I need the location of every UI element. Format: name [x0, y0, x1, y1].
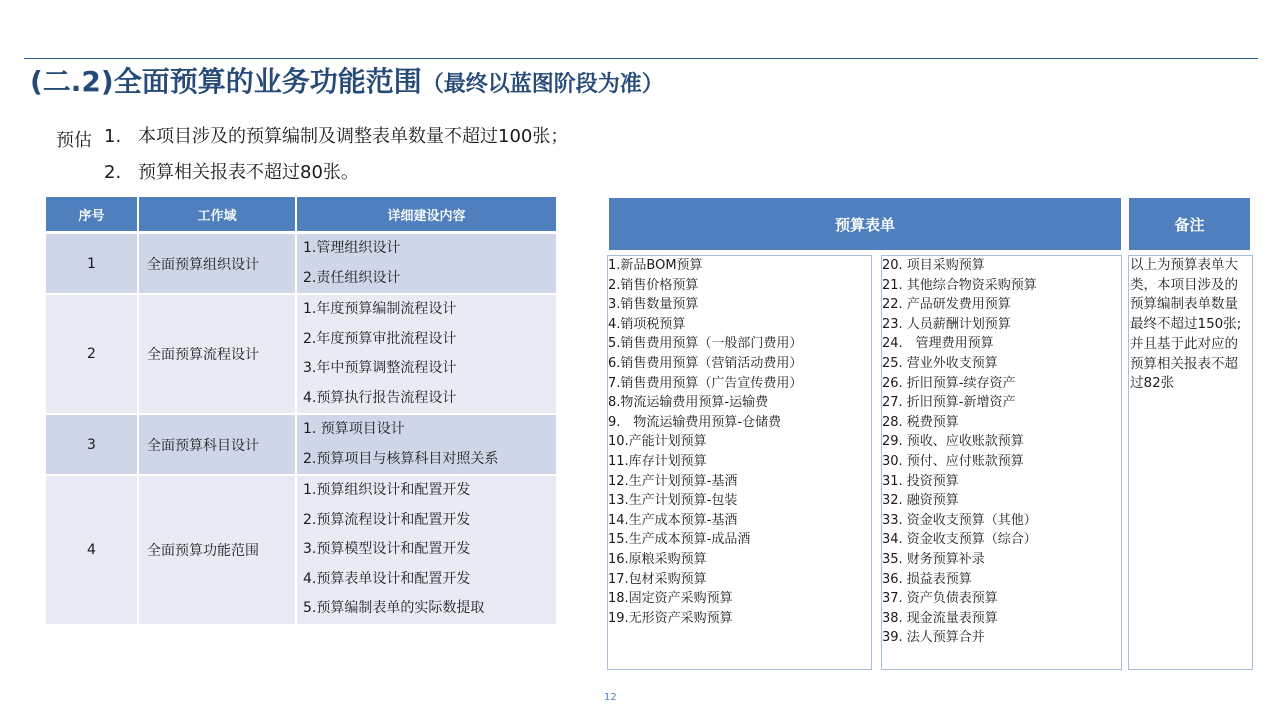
budget-form-item: 19.无形资产采购预算 [608, 610, 733, 626]
budget-form-item: 5.销售费用预算（一般部门费用） [608, 336, 803, 352]
table-header-row [46, 197, 556, 233]
detail-item: 2.预算项目与核算科目对照关系 [303, 450, 499, 467]
budget-form-item: 7.销售费用预算（广告宣传费用） [608, 375, 803, 391]
budget-form-item: 1.新品BOM预算 [608, 258, 703, 273]
scope-table [46, 197, 556, 626]
remarks-box [1128, 255, 1253, 670]
budget-form-item: 9. 物流运输费用预算-仓储费 [608, 414, 782, 430]
budget-form-item: 10.产能计划预算 [608, 434, 707, 450]
detail-item: 2.责任组织设计 [303, 269, 401, 286]
row-detail [296, 414, 556, 475]
detail-item: 5.预算编制表单的实际数提取 [303, 600, 485, 616]
table-row [46, 475, 556, 625]
detail-item: 4.预算表单设计和配置开发 [303, 570, 471, 587]
detail-item: 1.预算组织设计和配置开发 [303, 482, 471, 498]
row-no: 3 [46, 414, 138, 475]
budget-form-item: 30. 预付、应付账款预算 [882, 453, 1024, 469]
budget-forms-header: 预算表单 [609, 198, 1121, 250]
budget-form-item: 12.生产计划预算-基酒 [608, 473, 738, 489]
page-number: 12 [604, 692, 617, 703]
remarks-header: 备注 [1129, 198, 1250, 250]
header-detail: 详细建设内容 [296, 197, 556, 233]
row-detail [296, 233, 556, 295]
budget-form-item: 18.固定资产采购预算 [608, 591, 733, 607]
detail-item: 1.管理组织设计 [303, 240, 401, 256]
budget-form-item: 28. 税费预算 [882, 414, 959, 430]
budget-form-item: 36. 损益表预算 [882, 571, 972, 587]
budget-form-item: 26. 折旧预算-续存资产 [882, 375, 1016, 391]
budget-form-item: 34. 资金收支预算（综合） [882, 532, 1037, 548]
table-row [46, 294, 556, 414]
detail-item: 4.预算执行报告流程设计 [303, 389, 457, 406]
row-domain: 全面预算流程设计 [138, 294, 296, 414]
detail-item: 1. 预算项目设计 [303, 421, 405, 437]
budget-form-item: 33. 资金收支预算（其他） [882, 512, 1037, 528]
budget-form-item: 20. 项目采购预算 [882, 258, 985, 273]
remark-line: 最终不超过150张; [1130, 316, 1242, 333]
remark-line: 预算相关报表不超 [1130, 355, 1238, 372]
budget-form-item: 3.销售数量预算 [608, 297, 699, 313]
title-sub: （最终以蓝图阶段为准） [421, 72, 664, 97]
budget-form-item: 35. 财务预算补录 [882, 551, 985, 567]
budget-form-item: 11.库存计划预算 [608, 453, 707, 469]
table-row [46, 233, 556, 295]
budget-forms-col2 [881, 255, 1122, 670]
table-row [46, 414, 556, 475]
budget-form-item: 13.生产计划预算-包装 [608, 493, 738, 509]
detail-item: 2.预算流程设计和配置开发 [303, 511, 471, 528]
budget-form-item: 22. 产品研发费用预算 [882, 297, 1011, 313]
row-detail [296, 294, 556, 414]
estimate-item [104, 122, 568, 148]
estimate-item-text: 本项目涉及的预算编制及调整表单数量不超过100张； [138, 126, 569, 147]
estimate-item-num: 2. [104, 162, 122, 183]
row-detail [296, 475, 556, 625]
detail-item: 3.预算模型设计和配置开发 [303, 541, 471, 557]
remarks-text [1129, 256, 1252, 394]
budget-forms-list-2 [882, 256, 1121, 648]
budget-form-item: 4.销项税预算 [608, 316, 686, 332]
title-main: (二.2)全面预算的业务功能范围 [30, 65, 422, 98]
budget-form-item: 24. 管理费用预算 [882, 336, 994, 352]
budget-form-item: 8.物流运输费用预算-运输费 [608, 395, 769, 411]
budget-form-item: 23. 人员薪酬计划预算 [882, 316, 1011, 332]
budget-form-item: 38. 现金流量表预算 [882, 610, 998, 626]
remark-line: 以上为预算表单大 [1130, 257, 1238, 273]
budget-form-item: 25. 营业外收支预算 [882, 355, 998, 371]
row-domain: 全面预算组织设计 [138, 233, 296, 295]
budget-form-item: 31. 投资预算 [882, 473, 959, 489]
budget-form-item: 17.包材采购预算 [608, 571, 707, 587]
budget-form-item: 39. 法人预算合并 [882, 630, 985, 646]
budget-form-item: 14.生产成本预算-基酒 [608, 512, 738, 528]
remark-line: 过82张 [1130, 375, 1175, 392]
budget-form-item: 32. 融资预算 [882, 493, 959, 509]
estimate-label: 预估 [56, 130, 92, 151]
remark-line: 类，本项目涉及的 [1130, 276, 1238, 293]
row-no: 2 [46, 294, 138, 414]
budget-form-item: 29. 预收、应收账款预算 [882, 434, 1024, 450]
budget-form-item: 27. 折旧预算-新增资产 [882, 395, 1016, 411]
row-domain: 全面预算功能范围 [138, 475, 296, 625]
detail-item: 2.年度预算审批流程设计 [303, 330, 457, 347]
row-no: 4 [46, 475, 138, 625]
budget-form-item: 15.生产成本预算-成品酒 [608, 532, 751, 548]
budget-form-item: 16.原粮采购预算 [608, 551, 707, 567]
budget-form-item: 21. 其他综合物资采购预算 [882, 277, 1037, 293]
budget-form-item: 6.销售费用预算（营销活动费用） [608, 355, 803, 371]
budget-forms-col1 [607, 255, 872, 670]
estimate-item-text: 预算相关报表不超过80张。 [138, 162, 359, 183]
estimate-item-num: 1. [104, 126, 122, 147]
remark-line: 预算编制表单数量 [1130, 296, 1238, 313]
remark-line: 并且基于此对应的 [1130, 335, 1238, 352]
budget-forms-list-1 [608, 256, 871, 628]
header-no: 序号 [46, 197, 138, 233]
title-rule [24, 58, 1258, 59]
header-domain: 工作域 [138, 197, 296, 233]
row-no: 1 [46, 233, 138, 295]
row-domain: 全面预算科目设计 [138, 414, 296, 475]
budget-form-item: 37. 资产负债表预算 [882, 591, 998, 607]
detail-item: 1.年度预算编制流程设计 [303, 301, 457, 317]
page-title [30, 62, 664, 102]
detail-item: 3.年中预算调整流程设计 [303, 360, 457, 376]
budget-form-item: 2.销售价格预算 [608, 277, 699, 293]
estimate-item [104, 158, 359, 184]
